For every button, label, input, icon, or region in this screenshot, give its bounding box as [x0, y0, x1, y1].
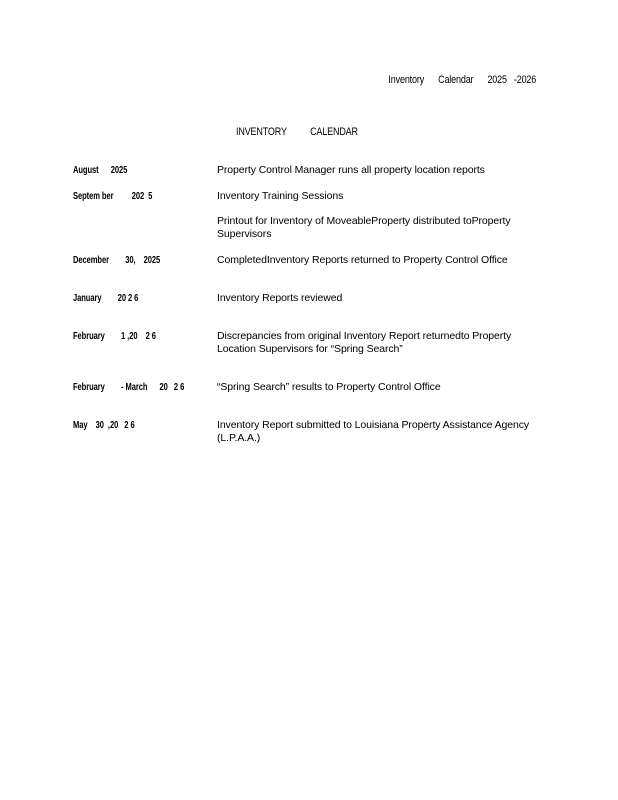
schedule-date: December 30, 2025	[73, 254, 161, 266]
schedule-date: May 30 ,20 2 6	[73, 419, 135, 431]
schedule-description: Discrepancies from original Inventory Report returnedto Property Location Supervisors for “Spring Search”	[217, 330, 512, 355]
schedule-date: January 20 2 6	[73, 292, 139, 304]
schedule-description: Printout for Inventory of MoveableProperty distributed toProperty Supervisors	[217, 215, 511, 240]
schedule-description: Inventory Reports reviewed	[217, 292, 343, 304]
schedule-date: February - March 20 2 6	[73, 381, 185, 393]
page-title: INVENTORY CALENDAR	[236, 126, 358, 138]
schedule-description: CompletedInventory Reports returned to Property Control Office	[217, 254, 508, 266]
schedule-description: Inventory Training Sessions	[217, 190, 344, 202]
schedule-date: February 1 ,20 2 6	[73, 330, 156, 342]
schedule-date: August 2025	[73, 164, 128, 176]
schedule-description: “Spring Search” results to Property Control Office	[217, 381, 441, 393]
schedule-description: Inventory Report submitted to Louisiana Property Assistance Agency (L.P.A.A.)	[217, 419, 530, 444]
schedule-description: Property Control Manager runs all property location reports	[217, 164, 485, 176]
schedule-date: Septem ber 202 5	[73, 190, 153, 202]
document-header-title: Inventory Calendar 2025 -2026	[388, 74, 536, 86]
